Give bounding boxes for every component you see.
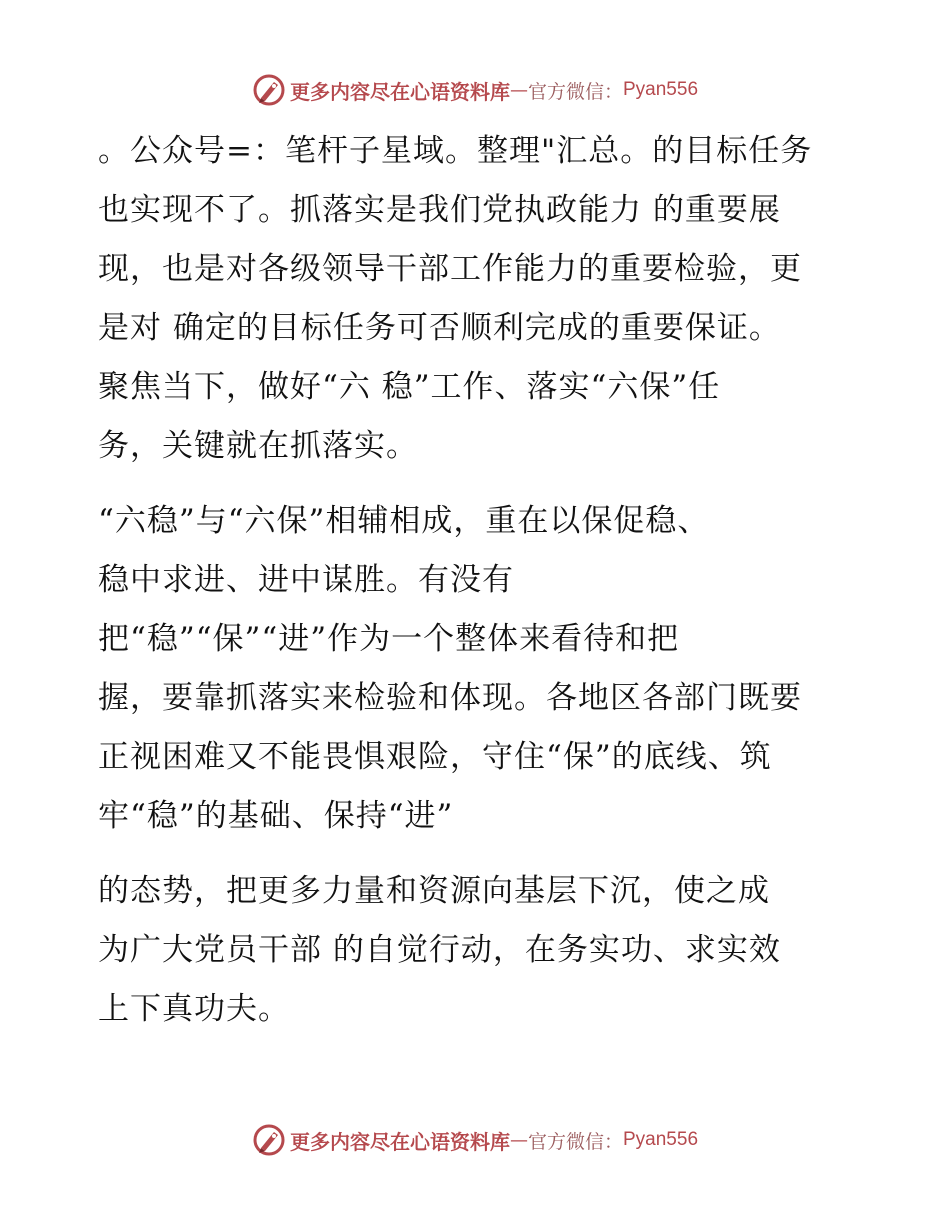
banner-main-text: 更多内容尽在心语资料库 (289, 1129, 510, 1154)
text-line: 务，关键就在抓落实。 (98, 428, 418, 464)
text-line: 。公众号=：笔杆子星域。整理"汇总。的目标任务 (98, 133, 813, 169)
text-line: 的态势，把更多力量和资源向基层下沉，使之成 (98, 873, 770, 909)
paragraph (98, 492, 858, 846)
text-line: “六稳”与“六保”相辅相成，重在以保促稳、 (98, 503, 710, 539)
banner-wechat-id: Pyan556 (623, 1129, 699, 1150)
text-line: 把“稳”“保”“进”作为一个整体来看待和把 (98, 621, 680, 657)
text-line: 也实现不了。抓落实是我们党执政能力 的重要展 (98, 192, 781, 228)
text-line: 握，要靠抓落实来检验和体现。各地区各部门既要 (98, 680, 802, 716)
pen-logo-icon (252, 1123, 286, 1157)
paragraph (98, 122, 858, 476)
banner-wechat-id: Pyan556 (623, 79, 699, 100)
text-line: 上下真功夫。 (98, 991, 290, 1027)
pen-logo-icon (252, 73, 286, 107)
banner-separator: — (509, 1129, 528, 1151)
text-line: 为广大党员干部 的自觉行动，在务实功、求实效 (98, 932, 781, 968)
paragraph (98, 862, 858, 1039)
document-body (98, 122, 858, 1039)
banner-separator: — (509, 79, 528, 101)
header-banner (0, 70, 950, 110)
text-line: 稳中求进、进中谋胜。有没有 (98, 562, 514, 598)
text-line: 牢“稳”的基础、保持“进” (98, 798, 454, 834)
text-line: 现，也是对各级领导干部工作能力的重要检验，更 (98, 251, 802, 287)
text-line: 是对 确定的目标任务可否顺利完成的重要保证。 (98, 310, 781, 346)
text-line: 聚焦当下，做好“六 稳”工作、落实“六保”任 (98, 369, 721, 405)
footer-banner (0, 1120, 950, 1160)
banner-main-text: 更多内容尽在心语资料库 (289, 79, 510, 104)
text-line: 正视困难又不能畏惧艰险，守住“保”的底线、筑 (98, 739, 772, 775)
banner-sub-text: 官方微信： (527, 1130, 623, 1153)
banner-sub-text: 官方微信： (527, 80, 623, 103)
